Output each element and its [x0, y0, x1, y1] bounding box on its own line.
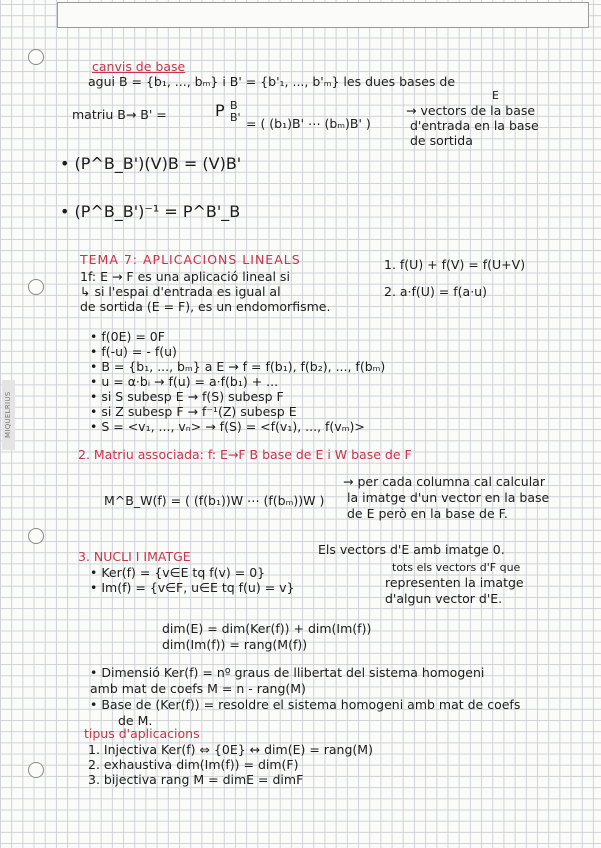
map-type-item: 1. Injectiva Ker(f) ⇔ {0E} ↔ dim(E) = rang(M) — [88, 742, 373, 757]
matrix-sub: B' — [230, 111, 241, 124]
im-note-2: representen la imatge — [385, 575, 524, 590]
property-item: • si Z subesp F → f⁻¹(Z) subesp E — [90, 404, 297, 419]
dimension-formula-1: dim(E) = dim(Ker(f)) + dim(Im(f)) — [162, 621, 372, 636]
matrix-sup: B — [230, 99, 238, 112]
property-item: • S = <v₁, ..., vₙ> → f(S) = <f(v₁), ..., f(vₘ)> — [90, 419, 365, 434]
linear-map-line-3: de sortida (E = F), es un endomorfisme. — [80, 299, 331, 314]
property-item: • B = {b₁, ..., bₘ} a E → f = f(b₁), f(b₂), ..., f(bₘ) — [90, 359, 386, 374]
section-title-matriu-associada: 2. Matriu associada: f: E→F B base de E i W base de F — [78, 447, 412, 462]
ker-note: Els vectors d'E amb imatge 0. — [318, 542, 505, 557]
ker-definition: • Ker(f) = {v∈E tq f(v) = 0} — [90, 565, 266, 580]
matrix-label: matriu B→ B' = — [72, 107, 167, 122]
im-definition: • Im(f) = {v∈F, u∈E tq f(u) = v} — [90, 580, 295, 595]
property-item: • si S subesp E → f(S) subesp F — [90, 389, 284, 404]
dim-ker-line-2: amb mat de coefs M = n - rang(M) — [90, 681, 306, 696]
property-item: • f(0E) = 0F — [90, 329, 165, 344]
associated-matrix-note-2: la imatge d'un vector en la base — [347, 490, 550, 505]
matrix-body: = ( (b₁)B' ⋯ (bₘ)B' ) — [246, 116, 371, 131]
linear-map-line-2: ↳ si l'espai d'entrada es igual al — [80, 284, 281, 299]
matrix-symbol: P — [215, 101, 225, 120]
binder-hole — [28, 279, 44, 295]
matrix-note-3: de sortida — [410, 133, 473, 148]
section-title-tipus: tipus d'aplicacions — [84, 726, 200, 741]
binder-hole — [28, 762, 44, 778]
bases-line-e: E — [492, 89, 499, 102]
property-item: • f(-u) = - f(u) — [90, 344, 177, 359]
binder-hole — [28, 528, 44, 544]
section-title-canvis-de-base: canvis de base — [92, 59, 186, 74]
associated-matrix-note-3: de E però en la base de F. — [347, 506, 508, 521]
base-ker-line-1: • Base de (Ker(f)) = resoldre el sistema homogeni amb mat de coefs — [90, 697, 521, 712]
linear-condition-1: 1. f(U) + f(V) = f(U+V) — [384, 257, 526, 272]
section-title-nucli-imatge: 3. NUCLI I IMATGE — [78, 549, 191, 564]
dim-ker-line-1: • Dimensió Ker(f) = nº graus de llibertat del sistema homogeni — [90, 665, 485, 680]
map-type-item: 3. bijectiva rang M = dimE = dimF — [88, 772, 304, 787]
matrix-note-2: d'entrada en la base — [410, 118, 539, 133]
associated-matrix-formula: M^B_W(f) = ( (f(b₁))W ⋯ (f(bₘ))W ) — [104, 493, 325, 508]
map-type-item: 2. exhaustiva dim(Im(f)) = dim(F) — [88, 757, 299, 772]
binder-hole — [28, 49, 44, 65]
im-note-3: d'algun vector d'E. — [385, 591, 503, 606]
matrix-note-1: → vectors de la base — [406, 103, 536, 118]
associated-matrix-note-1: → per cada columna cal calcular — [343, 474, 545, 489]
dimension-formula-2: dim(Im(f)) = rang(M(f)) — [162, 637, 308, 652]
im-note-1: tots els vectors d'F que — [392, 561, 521, 574]
linear-map-line-1: 1f: E → F es una aplicació lineal si — [80, 269, 290, 284]
bases-line: agui B = {b₁, ..., bₘ} i B' = {b'₁, ..., b'ₘ} les dues bases de — [88, 74, 456, 89]
section-title-tema7: TEMA 7: APLICACIONS LINEALS — [80, 252, 301, 267]
linear-condition-2: 2. a·f(U) = f(a·u) — [384, 284, 487, 299]
formula-inverse: • (P^B_B')⁻¹ = P^B'_B — [60, 202, 241, 221]
brand-tab: MIQUELRIUS — [2, 380, 15, 450]
formula-change-vector: • (P^B_B')(V)B = (V)B' — [60, 154, 242, 173]
base-ker-line-2: de M. — [118, 713, 153, 728]
header-box — [57, 2, 589, 28]
property-item: • u = α·bᵢ → f(u) = a·f(b₁) + ... — [90, 374, 279, 389]
